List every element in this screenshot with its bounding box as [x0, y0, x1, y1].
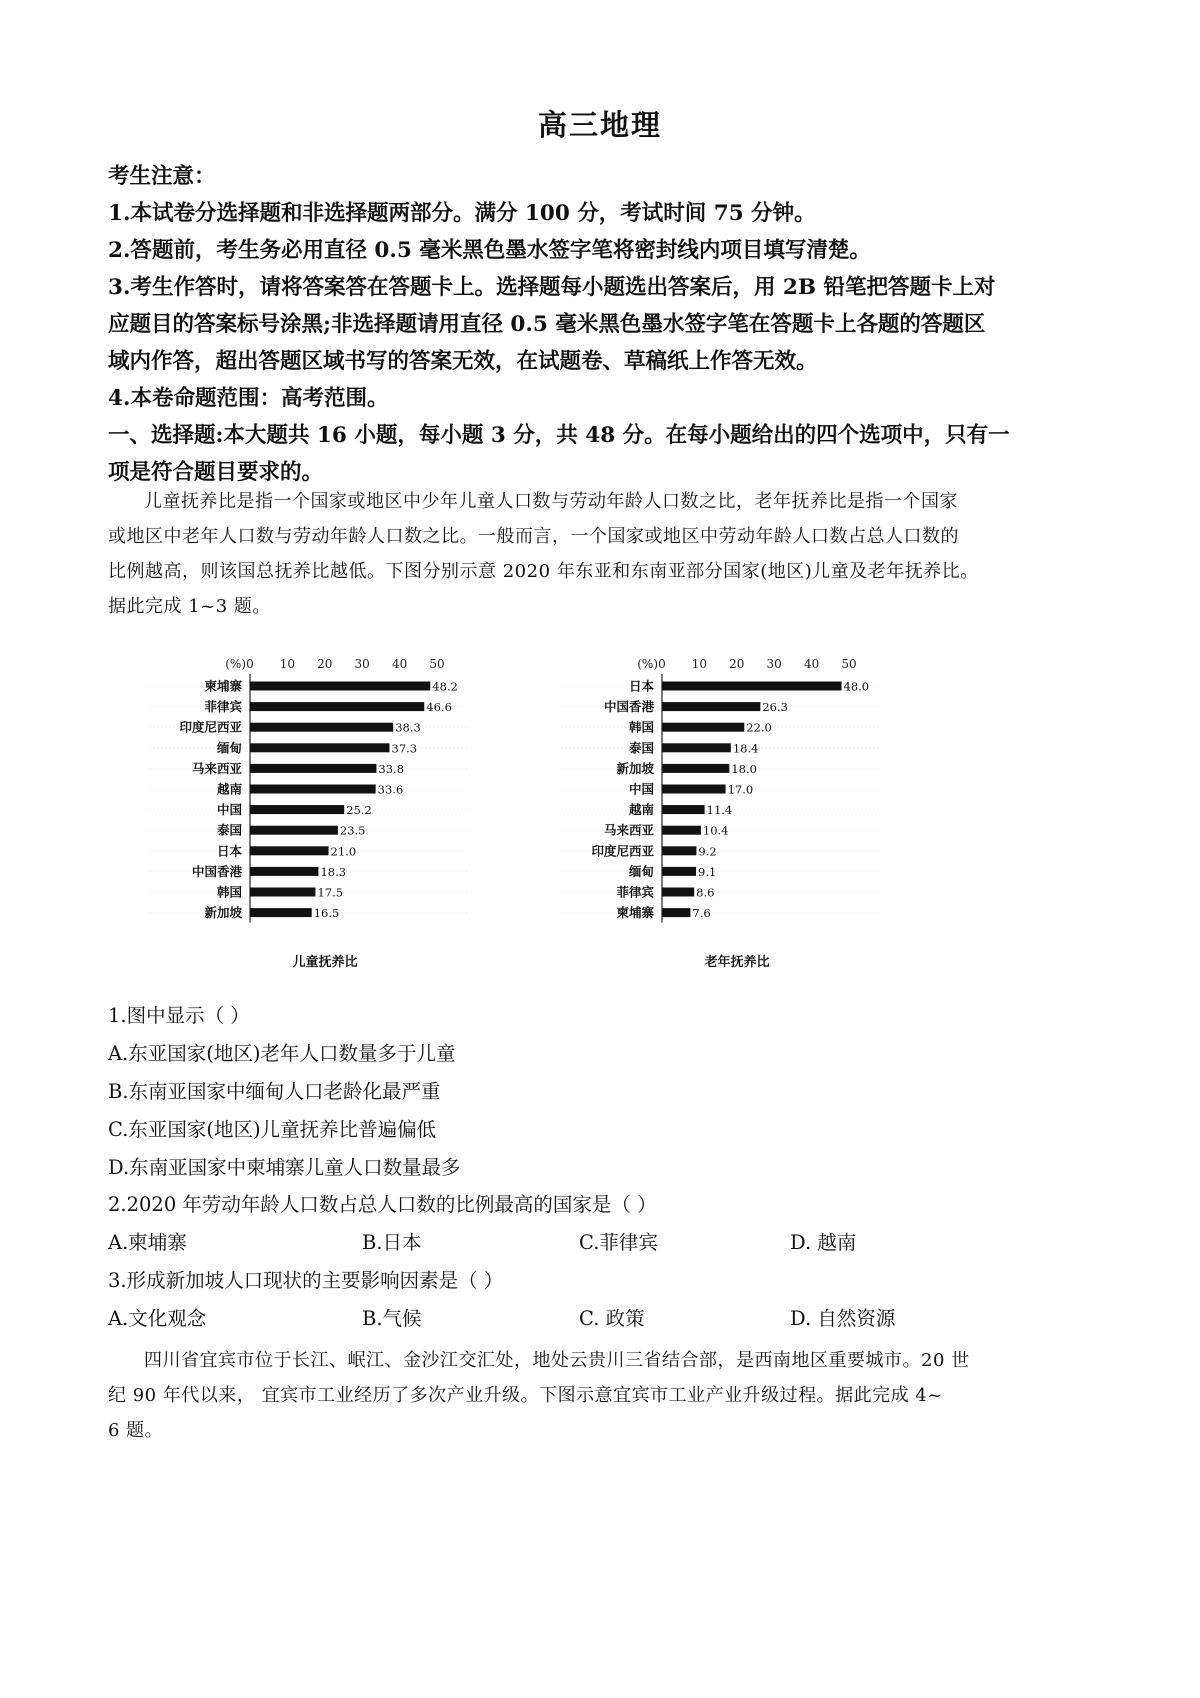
category-label: 韩国	[628, 719, 654, 735]
q2-option-d[interactable]: D. 越南	[790, 1231, 857, 1254]
category-label: 日本	[628, 678, 654, 694]
page-title: 高三地理	[537, 108, 662, 142]
value-label: 18.4	[732, 741, 759, 756]
value-label: 10.4	[702, 823, 729, 838]
category-label: 印度尼西亚	[179, 719, 242, 735]
bar	[662, 805, 705, 814]
passage2-line-2: 纪 90 年代以来， 宜宾市工业经历了多次产业升级。下图示意宜宾市工业产业升级过程。据此完成 4~	[108, 1385, 943, 1406]
question-1	[108, 997, 1098, 1187]
bar	[662, 826, 701, 835]
bar	[250, 908, 312, 917]
tick-label: 20	[317, 657, 333, 671]
bar	[662, 867, 696, 876]
bar	[250, 764, 376, 773]
q1-option-d[interactable]: D.东南亚国家中柬埔寨儿童人口数量最多	[108, 1156, 461, 1179]
value-label: 23.5	[339, 823, 366, 838]
child-dependency-chart	[150, 648, 470, 978]
q3-stem: 3.形成新加坡人口现状的主要影响因素是（ ）	[108, 1269, 504, 1292]
category-label: 缅甸	[216, 740, 242, 756]
category-label: 中国	[216, 802, 242, 818]
passage1-line-4: 据此完成 1~3 题。	[108, 596, 271, 617]
section-heading: 一、选择题:本大题共 16 小题，每小题 3 分，共 48 分。在每小题给出的四个选项中，只有一	[108, 423, 1010, 448]
value-label: 17.5	[317, 885, 344, 900]
bar	[662, 682, 842, 691]
value-label: 26.3	[762, 700, 788, 715]
x-axis-title: 儿童抚养比	[292, 955, 358, 970]
tick-label: 20	[729, 657, 745, 671]
x-axis-title: 老年抚养比	[704, 955, 770, 970]
value-label: 11.4	[706, 803, 733, 818]
notes-line-4: 应题目的答案标号涂黑;非选择题请用直径 0.5 毫米黑色墨水签字笔在答题卡上各题的答题区	[108, 312, 986, 337]
tick-label: 40	[803, 657, 820, 671]
q3-option-a[interactable]: A.文化观念	[108, 1307, 207, 1330]
category-label: 新加坡	[204, 905, 242, 921]
bar	[250, 846, 329, 855]
exam-notes	[108, 158, 1098, 491]
category-label: 中国香港	[603, 699, 654, 715]
value-label: 17.0	[727, 782, 754, 797]
q2-option-c[interactable]: C.菲律宾	[579, 1231, 658, 1254]
q3-option-c[interactable]: C. 政策	[579, 1307, 645, 1330]
bar	[250, 805, 344, 814]
category-label: 菲律宾	[616, 884, 654, 900]
bar	[662, 702, 760, 711]
bar	[250, 682, 430, 691]
child-dependency-chart-svg	[150, 648, 470, 978]
bar	[662, 785, 726, 794]
bar	[662, 908, 690, 917]
category-label: 泰国	[628, 740, 654, 756]
category-label: 日本	[216, 843, 242, 859]
tick-label: 40	[391, 657, 408, 671]
value-label: 7.6	[692, 906, 711, 921]
category-label: 中国	[628, 781, 654, 797]
question-3	[108, 1262, 1098, 1338]
value-label: 46.6	[426, 700, 452, 715]
q3-option-b[interactable]: B.气候	[362, 1307, 422, 1330]
bar	[250, 888, 315, 897]
bar	[250, 743, 390, 752]
tick-label: 0	[658, 657, 666, 671]
value-label: 48.2	[432, 679, 458, 694]
value-label: 21.0	[330, 844, 357, 859]
passage-yibin	[108, 1343, 1098, 1448]
q3-option-d[interactable]: D. 自然资源	[790, 1307, 896, 1330]
notes-line-1: 1.本试卷分选择题和非选择题两部分。满分 100 分，考试时间 75 分钟。	[108, 201, 816, 226]
value-label: 22.0	[746, 720, 772, 735]
tick-label: 10	[279, 657, 296, 671]
value-label: 9.1	[698, 864, 717, 879]
question-2	[108, 1186, 1098, 1262]
bar	[662, 743, 731, 752]
passage1-line-2: 或地区中老年人口数与劳动年龄人口数之比。一般而言，一个国家或地区中劳动年龄人口数占总人口数的	[108, 526, 959, 547]
notes-line-5: 域内作答，超出答题区域书写的答案无效，在试题卷、草稿纸上作答无效。	[108, 349, 818, 374]
value-label: 9.2	[698, 844, 717, 859]
category-label: 马来西亚	[603, 822, 654, 838]
passage2-line-1: 四川省宜宾市位于长江、岷江、金沙江交汇处，地处云贵川三省结合部，是西南地区重要城市。20 世	[144, 1350, 970, 1371]
category-label: 新加坡	[616, 760, 654, 776]
category-label: 越南	[216, 781, 242, 797]
tick-label: 0	[246, 657, 254, 671]
value-label: 37.3	[391, 741, 418, 756]
q1-option-b[interactable]: B.东南亚国家中缅甸人口老龄化最严重	[108, 1080, 441, 1103]
bar	[250, 867, 318, 876]
category-label: 越南	[628, 802, 654, 818]
passage1-line-1: 儿童抚养比是指一个国家或地区中少年儿童人口数与劳动年龄人口数之比，老年抚养比是指一个国家	[144, 491, 958, 512]
elderly-dependency-chart-svg	[562, 648, 882, 978]
category-label: 中国香港	[191, 863, 242, 879]
tick-label: 50	[841, 657, 857, 671]
category-label: 柬埔寨	[204, 678, 242, 694]
axis-unit-label: (%)	[225, 657, 246, 671]
value-label: 33.8	[378, 761, 405, 776]
bar	[250, 826, 338, 835]
passage2-line-3: 6 题。	[108, 1420, 164, 1441]
q2-options	[108, 1224, 1098, 1262]
category-label: 柬埔寨	[616, 905, 654, 921]
passage1-line-3: 比例越高，则该国总抚养比越低。下图分别示意 2020 年东亚和东南亚部分国家(地区)儿童及老年抚养比。	[108, 561, 979, 582]
category-label: 马来西亚	[191, 760, 242, 776]
bar	[250, 702, 424, 711]
category-label: 韩国	[216, 884, 242, 900]
value-label: 38.3	[395, 720, 421, 735]
q2-option-b[interactable]: B.日本	[362, 1231, 422, 1254]
bar	[662, 846, 696, 855]
category-label: 缅甸	[628, 863, 654, 879]
value-label: 48.0	[843, 679, 870, 694]
tick-label: 30	[766, 657, 782, 671]
passage-dependency-ratio	[108, 484, 1098, 624]
value-label: 16.5	[313, 906, 340, 921]
q1-option-a[interactable]: A.东亚国家(地区)老年人口数量多于儿童	[108, 1042, 456, 1065]
q2-stem: 2.2020 年劳动年龄人口数占总人口数的比例最高的国家是（ ）	[108, 1193, 657, 1216]
axis-unit-label: (%)	[637, 657, 658, 671]
value-label: 33.6	[377, 782, 404, 797]
notes-heading: 考生注意：	[108, 164, 216, 189]
notes-line-2: 2.答题前，考生务必用直径 0.5 毫米黑色墨水签字笔将密封线内项目填写清楚。	[108, 238, 871, 263]
q3-options	[108, 1300, 1098, 1338]
bar	[662, 723, 744, 732]
notes-line-6: 4.本卷命题范围：高考范围。	[108, 386, 389, 411]
q1-option-c[interactable]: C.东亚国家(地区)儿童抚养比普遍偏低	[108, 1118, 437, 1141]
q1-stem: 1.图中显示（ ）	[108, 1004, 250, 1027]
category-label: 泰国	[216, 822, 242, 838]
bar	[662, 764, 729, 773]
tick-label: 30	[354, 657, 370, 671]
tick-label: 10	[691, 657, 708, 671]
value-label: 18.0	[731, 761, 757, 776]
notes-line-3: 3.考生作答时，请将答案答在答题卡上。选择题每小题选出答案后，用 2B 铅笔把答题卡上对	[108, 275, 996, 300]
section-heading-cont: 项是符合题目要求的。	[108, 460, 324, 485]
category-label: 印度尼西亚	[591, 843, 654, 859]
bar	[250, 785, 376, 794]
value-label: 25.2	[346, 803, 372, 818]
elderly-dependency-chart	[562, 648, 882, 978]
bar	[250, 723, 393, 732]
value-label: 18.3	[320, 864, 347, 879]
category-label: 菲律宾	[204, 699, 242, 715]
tick-label: 50	[429, 657, 445, 671]
bar	[662, 888, 694, 897]
value-label: 8.6	[696, 885, 715, 900]
q2-option-a[interactable]: A.柬埔寨	[108, 1231, 187, 1254]
